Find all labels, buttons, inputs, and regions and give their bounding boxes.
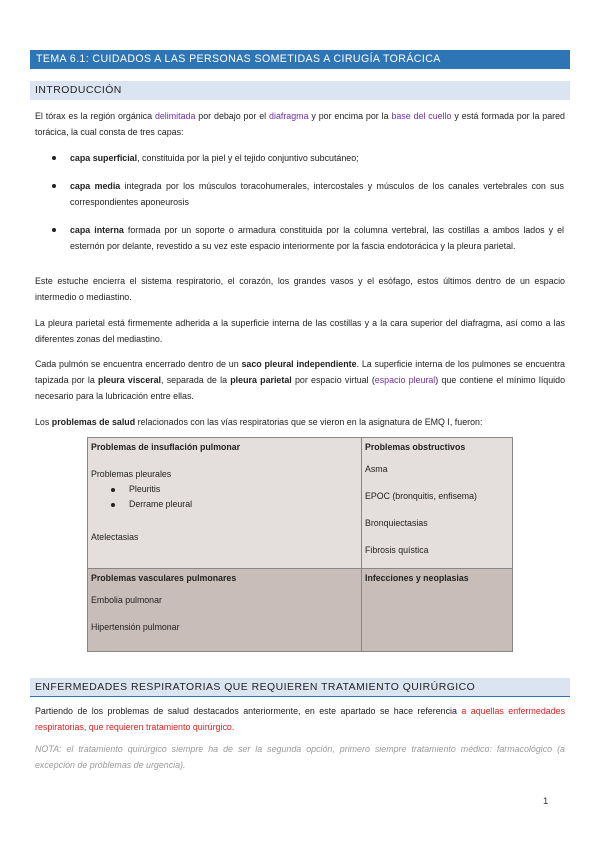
list-item: Derrame pleural bbox=[91, 497, 358, 512]
bullet-icon bbox=[52, 156, 56, 160]
cell-text: Hipertensión pulmonar bbox=[91, 622, 180, 632]
table-row bbox=[88, 438, 513, 569]
red-emphasis: a aquellas enfermedades respiratorias, que requieren tratamiento quirúrgico. bbox=[35, 706, 566, 732]
paragraph-estuche: Este estuche encierra el sistema respiratorio, el corazón, los grandes vasos y el esófago, estos últimos dentro de un espacio intermedio o mediastino. bbox=[35, 276, 565, 302]
cell-vasculares bbox=[88, 569, 362, 652]
list-item: Pleuritis bbox=[91, 482, 358, 497]
list-item-capa-superficial: capa superficial, constituida por la piel y el tejido conjuntivo subcutáneo; bbox=[52, 150, 564, 166]
page-number: 1 bbox=[543, 796, 549, 807]
paragraph-saco-pleural: Cada pulmón se encuentra encerrado dentro de un saco pleural independiente. La superficie interna de los pulmones se encuentra tapizada por la pleura visceral, separada de la pleura parietal por espacio virtual (espacio pleural) que contiene el mínimo líquido necesario para la lubricación entre ellas. bbox=[35, 359, 566, 401]
bullet-icon bbox=[52, 184, 56, 188]
cell-text: Fibrosis quística bbox=[365, 545, 429, 555]
problems-table bbox=[87, 437, 513, 652]
cell-text: Asma bbox=[365, 464, 388, 474]
highlight-diafragma: diafragma bbox=[269, 111, 309, 121]
cell-infecciones bbox=[362, 569, 513, 652]
cell-text: Problemas pleurales bbox=[91, 469, 172, 479]
layers-list bbox=[52, 150, 564, 254]
cell-obstructivos bbox=[362, 438, 513, 569]
intro-paragraph-torax: El tórax es la región orgánica delimitada por debajo por el diafragma y por encima por la base del cuello y está formada por la pared torácica, la cual consta de tres capas: bbox=[35, 111, 565, 137]
note-paragraph: NOTA: el tratamiento quirúrgico siempre ha de ser la segunda opción, primero siempre tratamiento médico: farmacológico (a excepción de problemas de urgencia). bbox=[35, 744, 565, 770]
cell-text: EPOC (bronquitis, enfisema) bbox=[365, 491, 477, 501]
bullet-icon bbox=[52, 228, 56, 232]
topic-title: TEMA 6.1: CUIDADOS A LAS PERSONAS SOMETIDAS A CIRUGÍA TORÁCICA bbox=[30, 50, 570, 69]
cell-title: Infecciones y neoplasias bbox=[365, 573, 469, 583]
paragraph-pleura-parietal: La pleura parietal está firmemente adherida a la superficie interna de las costillas y a la cara superior del diafragma, así como a las diferentes zonas del mediastino. bbox=[35, 318, 565, 344]
highlight-espacio-pleural: espacio pleural bbox=[374, 375, 436, 385]
highlight-delimitada: delimitada bbox=[154, 111, 196, 121]
paragraph-partiendo: Partiendo de los problemas de salud destacados anteriormente, en este apartado se hace referencia a aquellas enfermedades respiratorias, que requieren tratamiento quirúrgico. bbox=[35, 706, 566, 732]
bullet-icon bbox=[111, 488, 115, 492]
table-row bbox=[88, 569, 513, 652]
highlight-base-del-cuello: base del cuello bbox=[391, 111, 452, 121]
cell-insuflacion bbox=[88, 438, 362, 569]
cell-title: Problemas vasculares pulmonares bbox=[91, 573, 237, 583]
section-heading-introduccion: INTRODUCCIÓN bbox=[30, 81, 570, 100]
cell-text: Embolia pulmonar bbox=[91, 595, 162, 605]
cell-title: Problemas de insuflación pulmonar bbox=[91, 442, 241, 452]
cell-text: Bronquiectasias bbox=[365, 518, 428, 528]
bullet-icon bbox=[111, 503, 115, 507]
cell-title: Problemas obstructivos bbox=[365, 442, 466, 452]
cell-text: Atelectasias bbox=[91, 532, 139, 542]
section-heading-enfermedades: ENFERMEDADES RESPIRATORIAS QUE REQUIEREN TRATAMIENTO QUIRÚRGICO bbox=[30, 678, 570, 697]
paragraph-problemas-salud: Los problemas de salud relacionados con las vías respiratorias que se vieron en la asignatura de EMQ I, fueron: bbox=[35, 417, 483, 427]
list-item-capa-media: capa media integrada por los músculos toracohumerales, intercostales y músculos de los canales vertebrales con sus correspondientes aponeurosis bbox=[52, 178, 564, 210]
list-item-capa-interna: capa interna formada por un soporte o armadura constituida por la columna vertebral, las costillas a ambos lados y el esternón por delante, revestido a su vez este espacio interiormente por la fascia endotorácica y la pleura parietal. bbox=[52, 222, 564, 254]
